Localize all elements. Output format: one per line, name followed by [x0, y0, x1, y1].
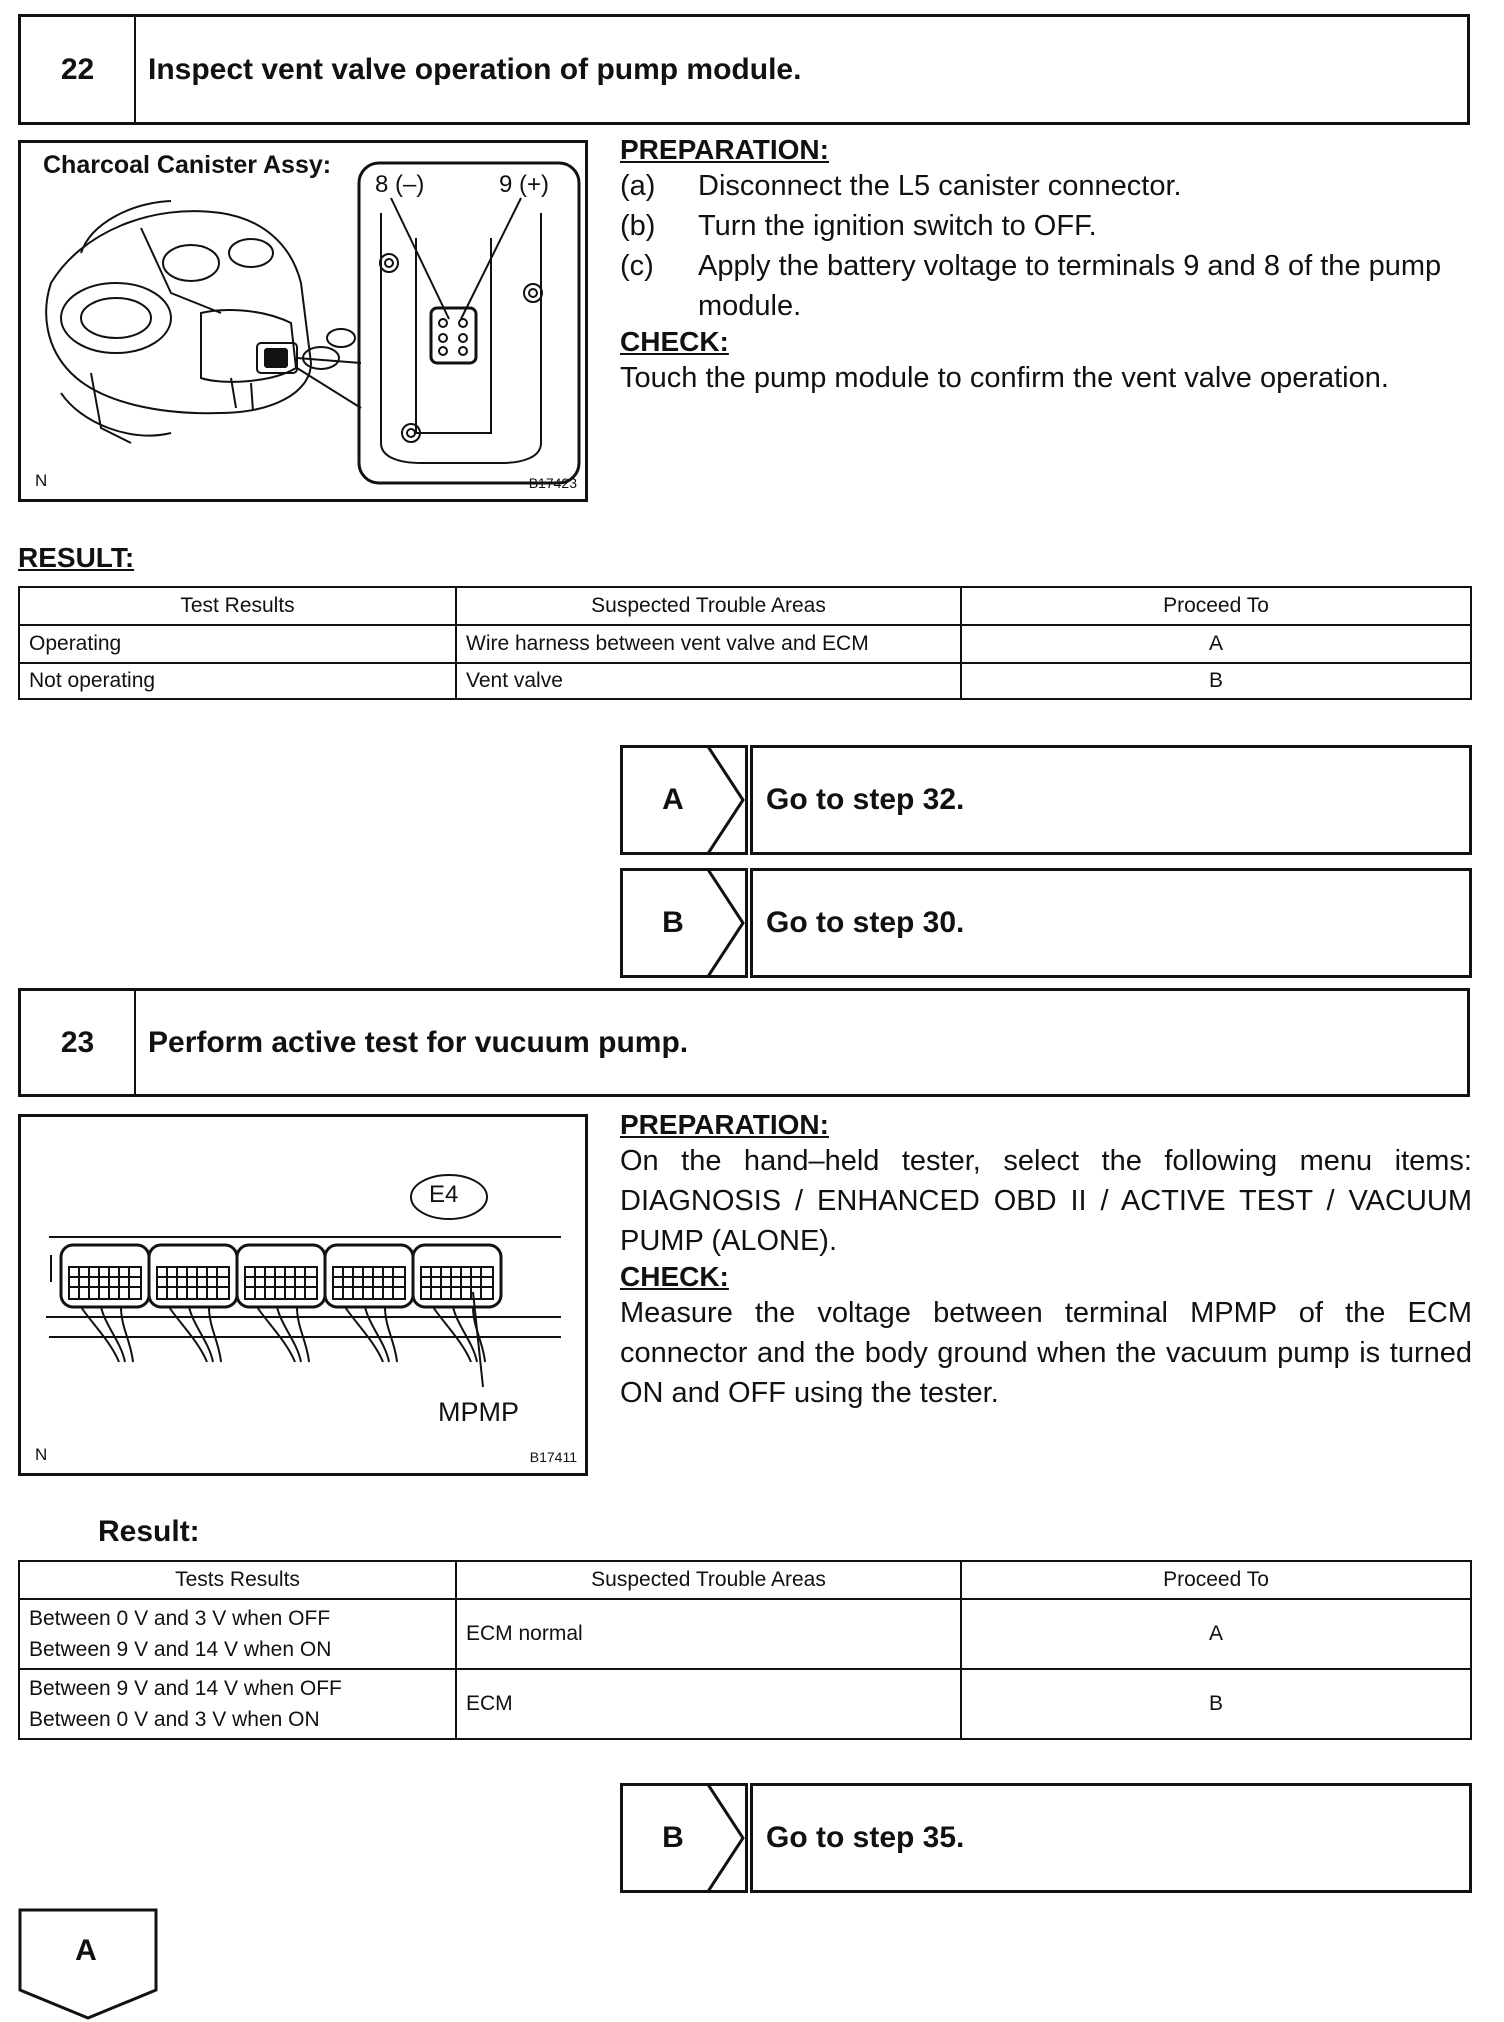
figure-id: B17411 — [529, 1449, 577, 1465]
result-line: Between 0 V and 3 V when ON — [29, 1708, 320, 1731]
prep-item-c — [620, 246, 1472, 326]
outcome-letter: B — [662, 906, 684, 939]
outcome-b-marker — [620, 1783, 748, 1893]
table-cell: ECM — [456, 1669, 961, 1739]
outcome-a-marker — [620, 745, 748, 855]
result-heading: RESULT: — [18, 542, 135, 573]
table-cell: B — [961, 663, 1471, 699]
result-line: Between 0 V and 3 V when OFF — [29, 1607, 331, 1630]
result-line: Between 9 V and 14 V when OFF — [29, 1677, 342, 1700]
step-number: 23 — [21, 991, 136, 1094]
goto-text: Go to step 32. — [766, 783, 965, 816]
table-cell — [19, 1599, 456, 1669]
check-heading: CHECK: — [620, 326, 729, 357]
column-header: Tests Results — [19, 1561, 456, 1599]
table-header-row — [19, 587, 1471, 625]
table-cell: A — [961, 1599, 1471, 1669]
column-header: Proceed To — [961, 1561, 1471, 1599]
canister-figure — [18, 140, 588, 502]
preparation-heading: PREPARATION: — [620, 1109, 829, 1140]
step-title: Perform active test for vucuum pump. — [148, 1025, 689, 1059]
prep-item-label: (c) — [620, 250, 654, 282]
prep-item-label: (b) — [620, 210, 656, 242]
preparation-heading: PREPARATION: — [620, 134, 829, 165]
outcome-letter: B — [662, 1821, 684, 1854]
table-cell: Vent valve — [456, 663, 961, 699]
prep-item-a — [620, 166, 1472, 206]
outcome-b-marker — [620, 868, 748, 978]
column-header: Proceed To — [961, 587, 1471, 625]
table-cell: Operating — [19, 625, 456, 663]
figure-id: B17423 — [528, 475, 577, 491]
outcome-a-goto[interactable] — [750, 745, 1472, 855]
prep-item-label: (a) — [620, 170, 656, 202]
table-cell: ECM normal — [456, 1599, 961, 1669]
table-row — [19, 1599, 1471, 1669]
step-22-instructions — [620, 134, 1472, 398]
step-number: 22 — [21, 17, 136, 122]
figure-corner-mark: N — [35, 1445, 48, 1464]
outcome-b-goto[interactable] — [750, 868, 1472, 978]
figure-corner-mark: N — [35, 471, 48, 490]
step-title: Inspect vent valve operation of pump module. — [148, 52, 802, 86]
terminal-9-label: 9 (+) — [499, 171, 550, 198]
column-header: Suspected Trouble Areas — [456, 587, 961, 625]
connector-label: E4 — [429, 1181, 459, 1208]
outcome-b-goto[interactable] — [750, 1783, 1472, 1893]
terminal-8-label: 8 (–) — [375, 171, 425, 198]
step-23-instructions — [620, 1109, 1472, 1413]
outcome-letter: A — [662, 783, 684, 816]
table-row — [19, 1669, 1471, 1739]
table-row — [19, 663, 1471, 699]
prep-item-text: Disconnect the L5 canister connector. — [698, 170, 1182, 202]
check-text: Measure the voltage between terminal MPMP of the ECM connector and the body ground when the vacuum pump is turned ON and OFF using the tester. — [620, 1297, 1472, 1409]
table-header-row — [19, 1561, 1471, 1599]
result-line: Between 9 V and 14 V when ON — [29, 1638, 332, 1661]
table-cell: Wire harness between vent valve and ECM — [456, 625, 961, 663]
table-cell: A — [961, 625, 1471, 663]
table-cell: B — [961, 1669, 1471, 1739]
figure-title: Charcoal Canister Assy: — [43, 151, 332, 179]
prep-item-text: Turn the ignition switch to OFF. — [698, 210, 1097, 242]
result-heading: Result: — [98, 1515, 200, 1548]
prep-item-b — [620, 206, 1472, 246]
table-row — [19, 625, 1471, 663]
table-cell — [19, 1669, 456, 1739]
check-text: Touch the pump module to confirm the vent valve operation. — [620, 362, 1389, 394]
check-heading: CHECK: — [620, 1261, 729, 1292]
ecm-figure — [18, 1114, 588, 1476]
table-cell: Not operating — [19, 663, 456, 699]
column-header: Test Results — [19, 587, 456, 625]
continue-a-marker — [18, 1908, 158, 2020]
preparation-text: On the hand–held tester, select the following menu items: DIAGNOSIS / ENHANCED OBD II / ACTIVE TEST / VACUUM PUMP (ALONE). — [620, 1145, 1472, 1257]
terminal-label: MPMP — [438, 1397, 519, 1427]
step-23-header — [18, 988, 1470, 1097]
goto-text: Go to step 35. — [766, 1821, 965, 1854]
step-22-result-table — [18, 586, 1472, 700]
step-23-result-table — [18, 1560, 1472, 1740]
column-header: Suspected Trouble Areas — [456, 1561, 961, 1599]
prep-item-text: Apply the battery voltage to terminals 9 and 8 of the pump module. — [698, 250, 1442, 322]
goto-text: Go to step 30. — [766, 906, 965, 939]
step-22-header — [18, 14, 1470, 125]
continue-letter: A — [75, 1934, 97, 1967]
